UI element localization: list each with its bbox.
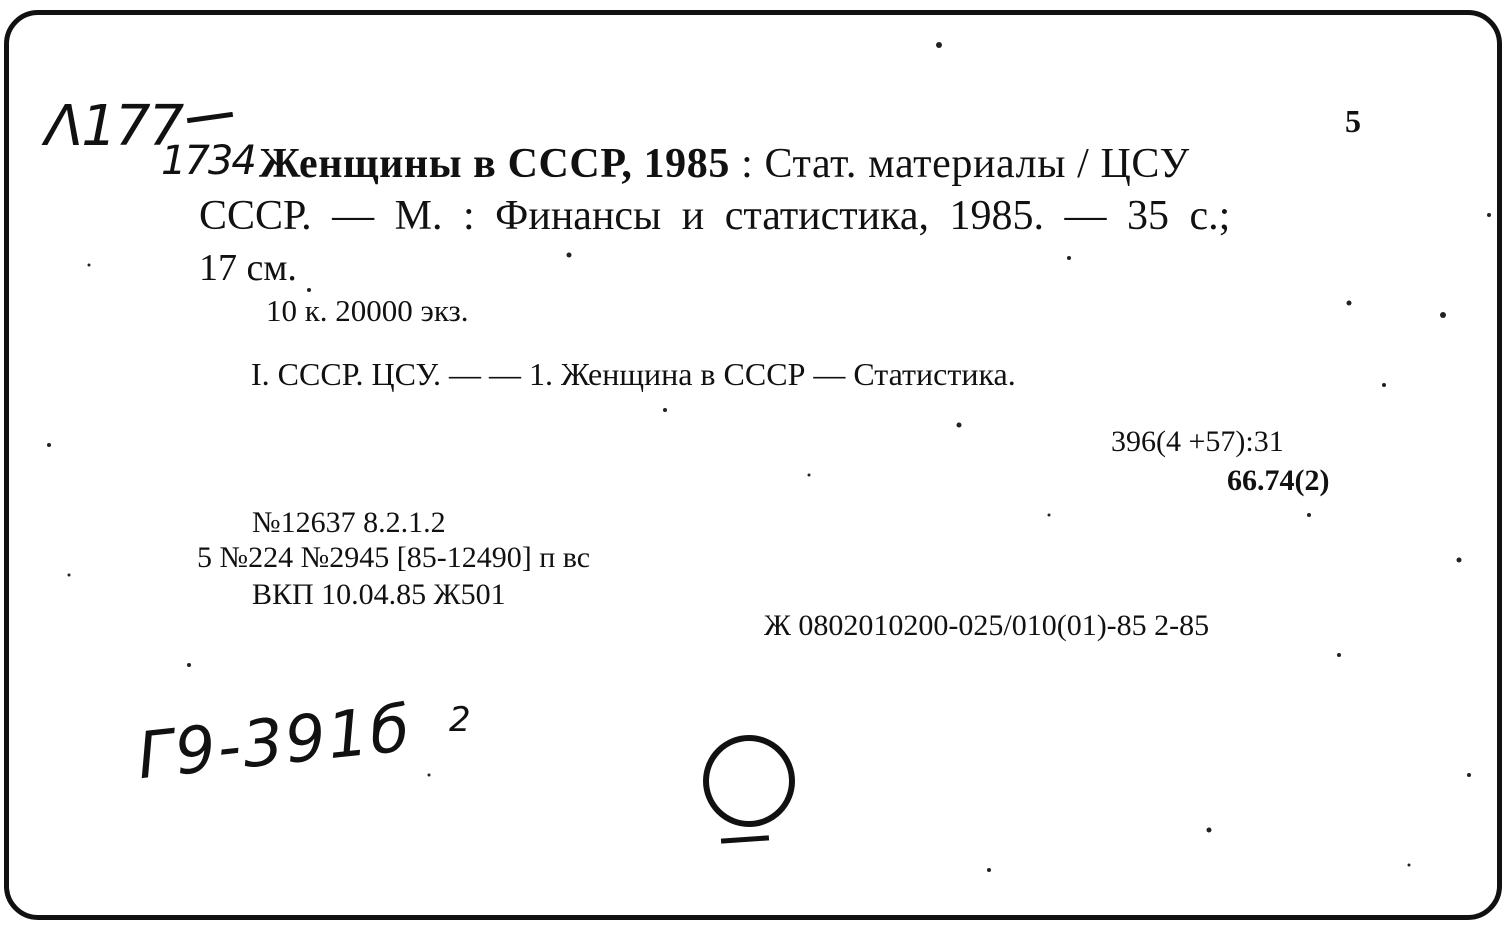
title-bold: Женщины в СССР, 1985 [259,141,730,187]
price-line: 10 к. 20000 экз. [266,293,469,328]
handwritten-superscript: 2 [449,700,471,740]
record-number-2: 5 №224 №2945 [85-12490] п вс [197,541,591,574]
subject-headings: I. СССР. ЦСУ. — — 1. Женщина в СССР — Статистика. [251,356,1016,392]
publication-code: Ж 0802010200-025/010(01)-85 2-85 [764,609,1210,642]
handwritten-shelf-mark: Λ177 [45,94,183,159]
classification-bbk: 66.74(2) [1227,464,1330,497]
size-line: 17 см. [199,247,297,289]
handwritten-call-number: Г9-391б [133,691,416,795]
title-rest: : Стат. материалы / ЦСУ [729,141,1190,187]
record-number-1: №12637 8.2.1.2 [252,506,446,539]
record-number-3: ВКП 10.04.85 Ж501 [252,578,506,611]
handwritten-number: 1734 [161,138,255,184]
punch-hole [703,735,795,827]
imprint-line: СССР. — М. : Финансы и статистика, 1985. — 35 с.; [199,193,1231,239]
catalog-card [4,10,1502,920]
classification-udc: 396(4 +57):31 [1111,425,1284,458]
page-number: 5 [1345,103,1361,139]
title-line [259,143,1190,185]
